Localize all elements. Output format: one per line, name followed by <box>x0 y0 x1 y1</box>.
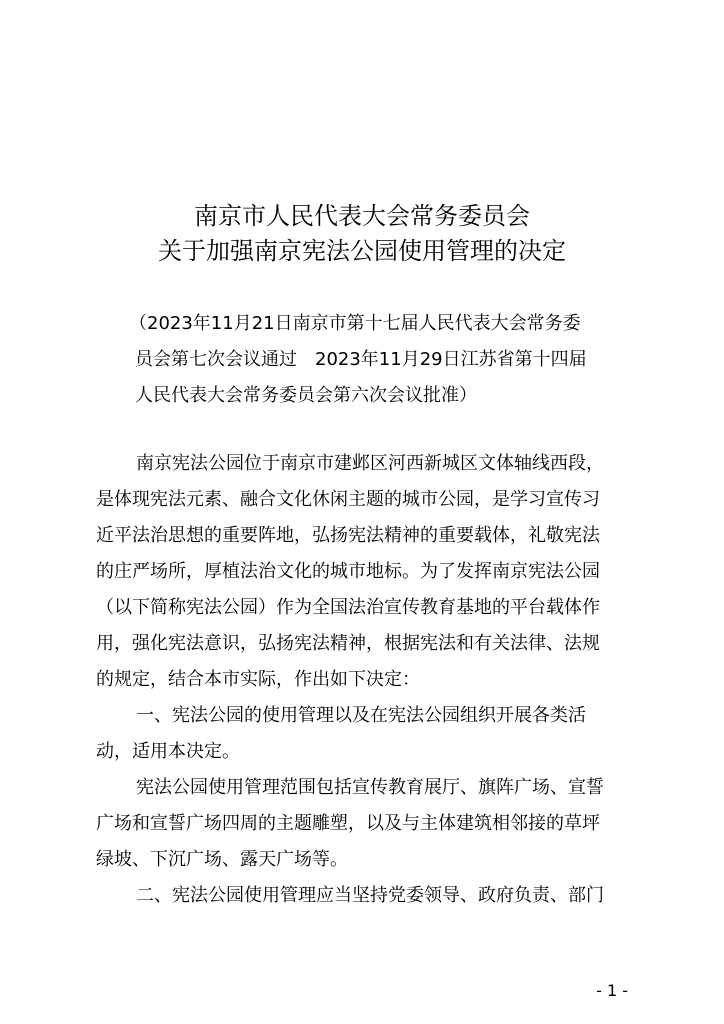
preamble-paragraph <box>96 446 648 698</box>
document-title-line-2: 关于加强南京宪法公园使用管理的决定 <box>158 237 566 265</box>
approval-note-line: 人民代表大会常务委员会第六次会议批准） <box>135 385 477 406</box>
paragraph-line: 广场和宣誓广场四周的主题雕塑，以及与主体建筑相邻接的草坪 <box>96 813 600 834</box>
article-2-paragraph <box>96 878 648 914</box>
approval-note-line: （2023年11月21日南京市第十七届人民代表大会常务委 <box>129 313 581 334</box>
paragraph-line: 动，适用本决定。 <box>96 741 240 762</box>
paragraph-line: 的庄严场所，厚植法治文化的城市地标。为了发挥南京宪法公园 <box>96 561 600 582</box>
paragraph-line: 绿坡、下沉广场、露天广场等。 <box>96 849 348 870</box>
approval-note-line: 员会第七次会议通过 2023年11月29日江苏省第十四届 <box>135 349 587 370</box>
document-body <box>96 446 648 914</box>
paragraph-line: 近平法治思想的重要阵地，弘扬宪法精神的重要载体，礼敬宪法 <box>96 525 600 546</box>
paragraph-line: 用，强化宪法意识，弘扬宪法精神，根据宪法和有关法律、法规 <box>96 633 600 654</box>
paragraph-line: （以下简称宪法公园）作为全国法治宣传教育基地的平台载体作 <box>96 597 600 618</box>
article-1-scope-paragraph <box>96 770 648 878</box>
paragraph-line: 宪法公园使用管理范围包括宣传教育展厅、旗阵广场、宣誓 <box>136 777 604 798</box>
approval-note <box>129 306 625 414</box>
paragraph-line: 的规定，结合本市实际，作出如下决定： <box>96 669 420 690</box>
paragraph-line: 是体现宪法元素、融合文化休闲主题的城市公园，是学习宣传习 <box>96 489 600 510</box>
paragraph-line: 南京宪法公园位于南京市建邺区河西新城区文体轴线西段， <box>136 453 604 474</box>
paragraph-line: 一、宪法公园的使用管理以及在宪法公园组织开展各类活 <box>136 705 586 726</box>
article-1-paragraph <box>96 698 648 770</box>
page-number: - 1 - <box>596 981 628 1000</box>
document-title-line-1: 南京市人民代表大会常务委员会 <box>194 202 530 230</box>
paragraph-line: 二、宪法公园使用管理应当坚持党委领导、政府负责、部门 <box>136 885 604 906</box>
